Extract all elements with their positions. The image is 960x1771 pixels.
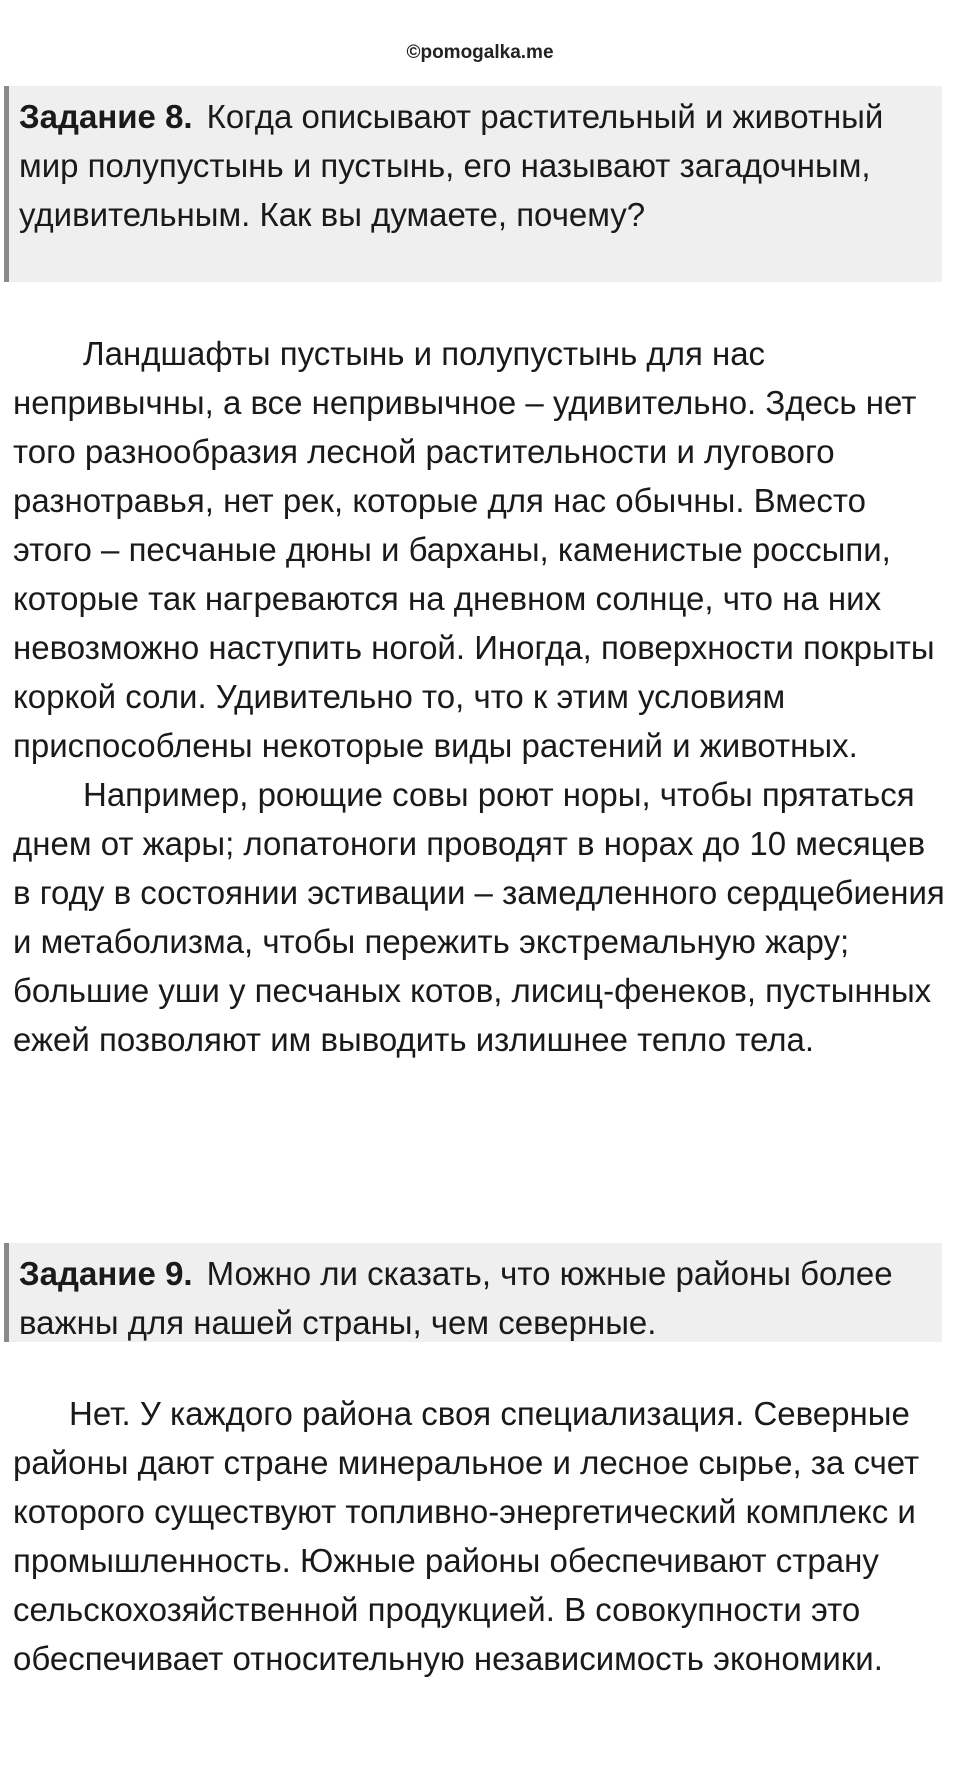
task-8-answer	[13, 329, 948, 1064]
task-9-box	[4, 1243, 942, 1342]
task-9-question: Можно ли сказать, что южные районы более важны для нашей страны, чем северные.	[19, 1255, 893, 1341]
task-9-answer-paragraph-1: Нет. У каждого района своя специализация. Северные районы дают стране минеральное и лесное сырье, за счет которого существуют топливно-энергетический комплекс и промышленность. Южные районы обеспечивают страну сельскохозяйственной продукцией. В совокупности это обеспечивает относительную независимость экономики.	[13, 1395, 920, 1677]
task-8-label: Задание 8.	[19, 98, 193, 135]
task-9-answer	[13, 1389, 948, 1683]
watermark: ©pomogalka.me	[406, 42, 554, 63]
task-8-question: Когда описывают растительный и животный мир полупустынь и пустынь, его называют загадочным, удивительным. Как вы думаете, почему?	[19, 98, 884, 233]
task-8-answer-paragraph-1: Ландшафты пустынь и полупустынь для нас непривычны, а все непривычное – удивительно. Здесь нет того разнообразия лесной растительности и лугового разнотравья, нет рек, которые для нас обычны. Вместо этого – песчаные дюны и барханы, каменистые россыпи, которые так нагреваются на дневном солнце, что на них невозможно наступить ногой. Иногда, поверхности покрыты коркой соли. Удивительно то, что к этим условиям приспособлены некоторые виды растений и животных.	[13, 335, 935, 764]
task-8-box	[4, 86, 942, 282]
task-8-answer-paragraph-2: Например, роющие совы роют норы, чтобы прятаться днем от жары; лопатоноги проводят в норах до 10 месяцев в году в состоянии эстивации – замедленного сердцебиения и метаболизма, чтобы пережить экстремальную жару; большие уши у песчаных котов, лисиц-фенеков, пустынных ежей позволяют им выводить излишнее тепло тела.	[13, 776, 945, 1058]
task-9-label: Задание 9.	[19, 1255, 193, 1292]
